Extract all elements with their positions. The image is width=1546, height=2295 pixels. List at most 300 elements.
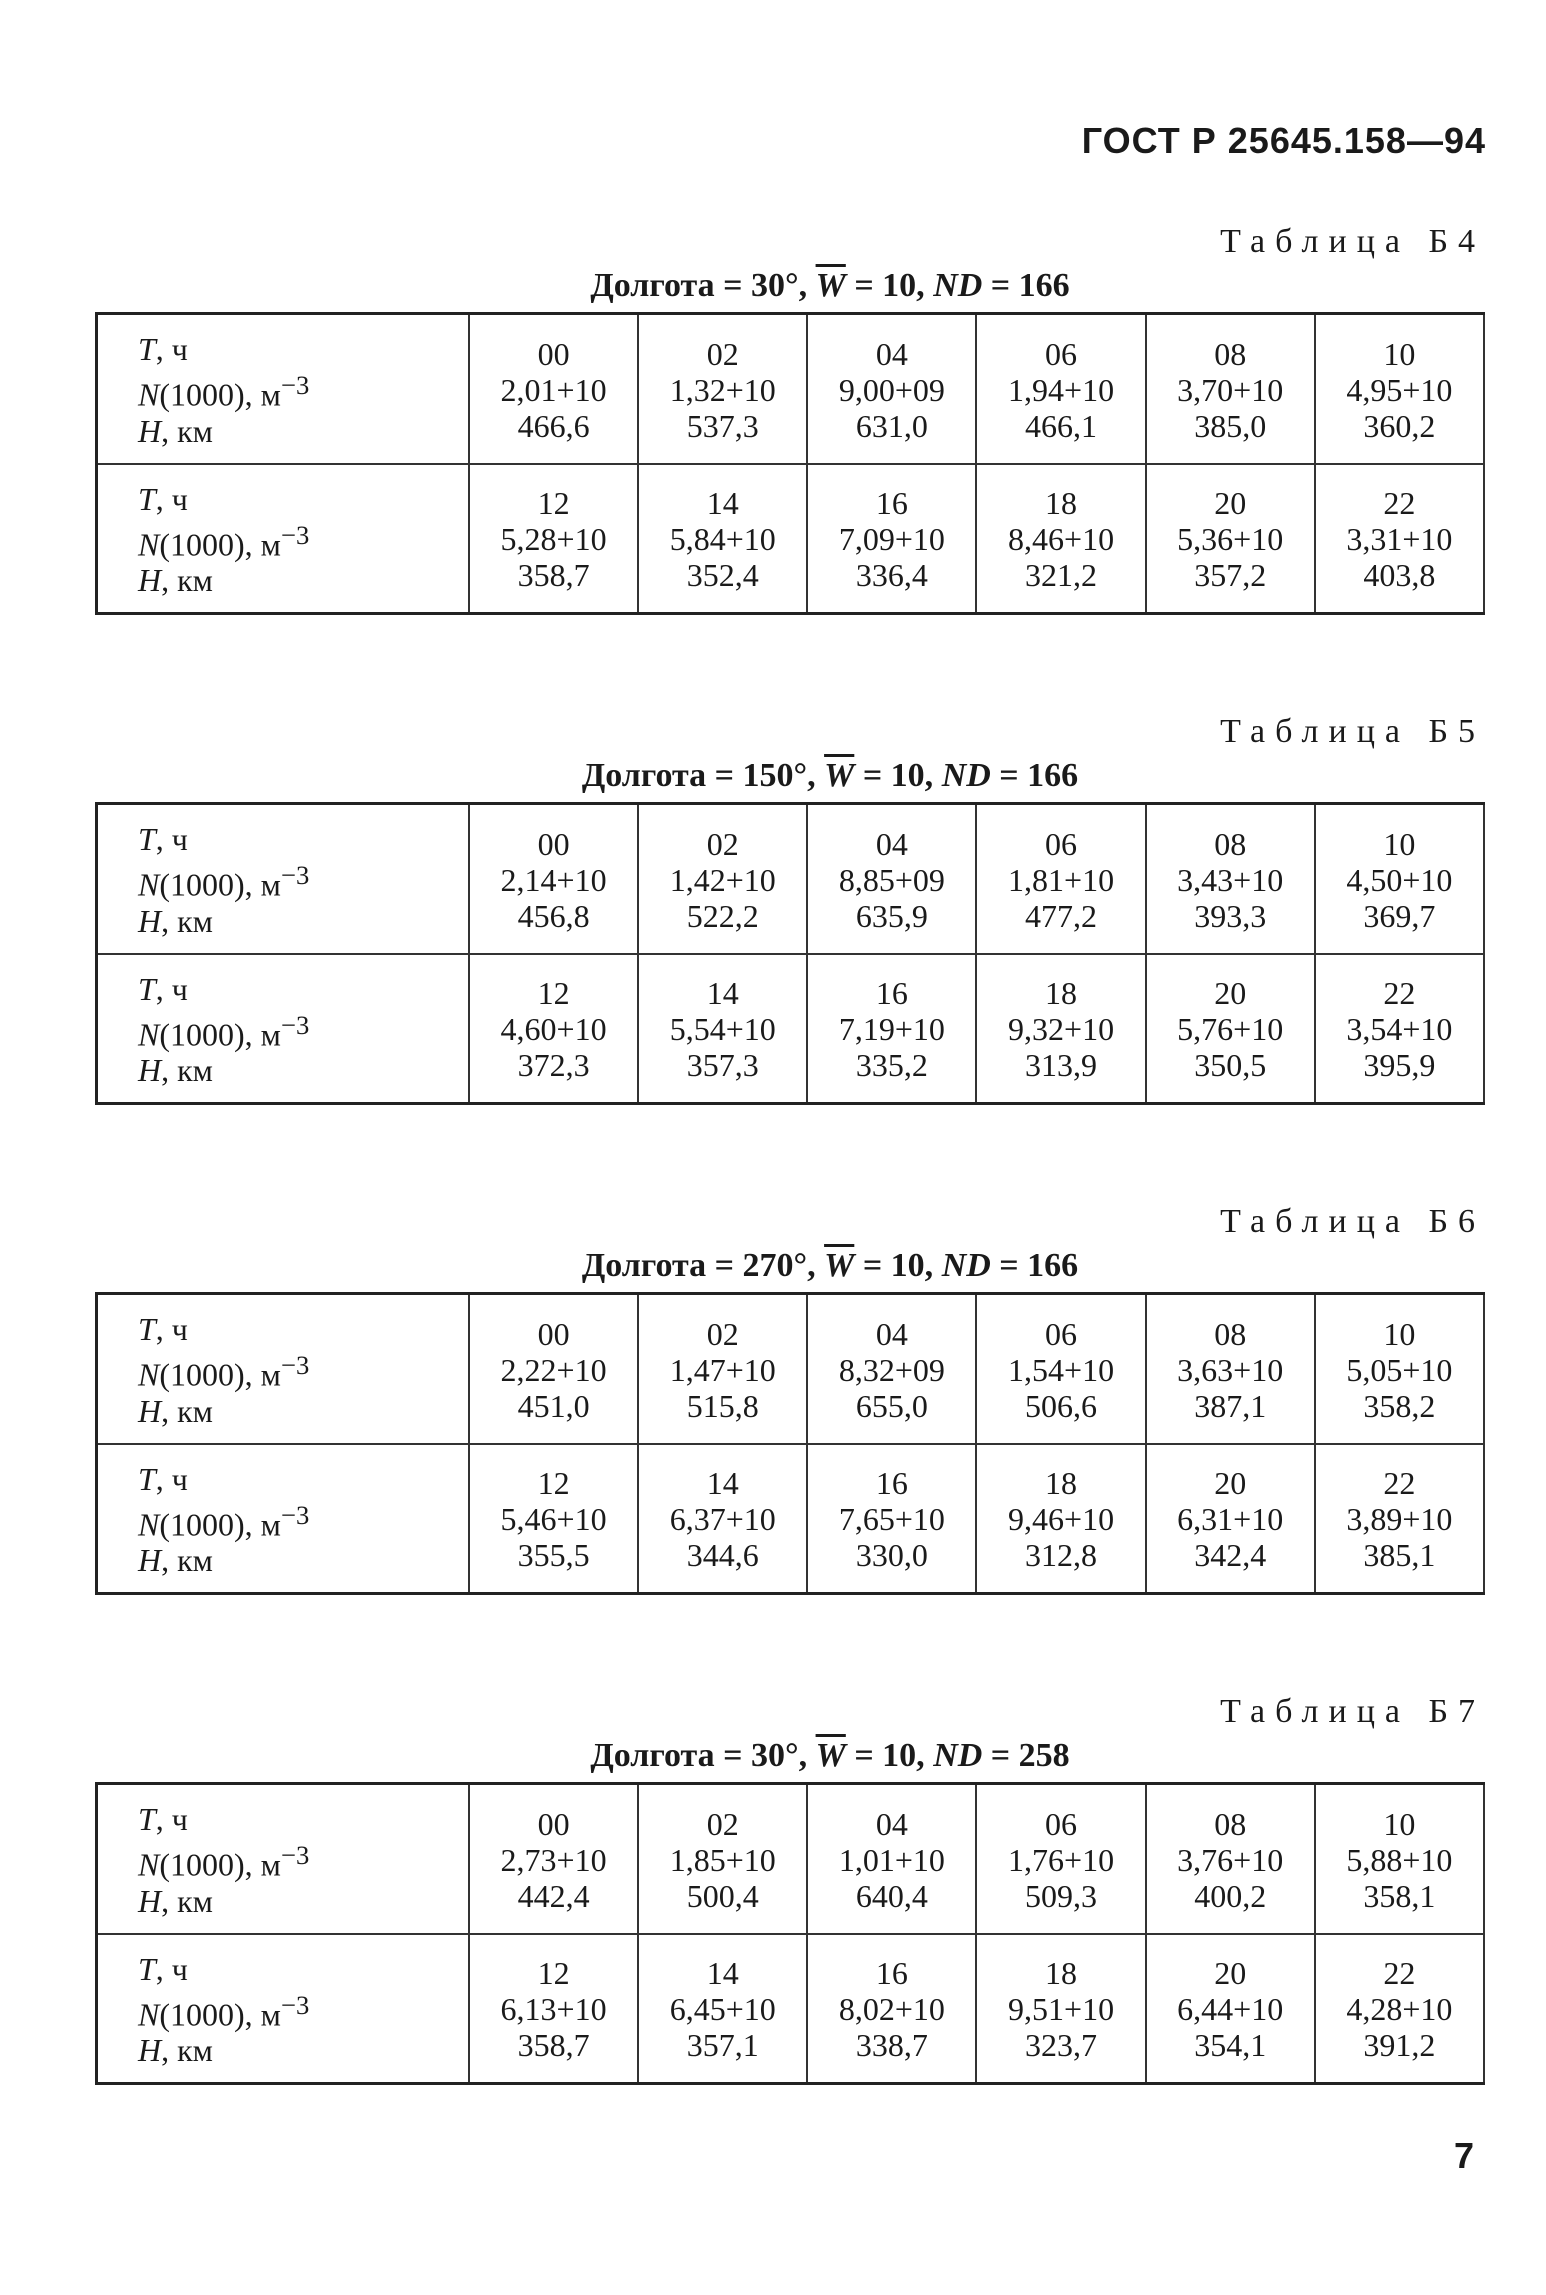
cell-value-t: 18 — [1045, 975, 1078, 1012]
h-label-unit: , км — [161, 562, 213, 599]
t-label-symbol: T — [138, 1311, 156, 1347]
table-cell — [1146, 314, 1315, 464]
table-cell — [976, 954, 1145, 1104]
cell-value-n: 4,50+10 — [1346, 861, 1453, 898]
cell-value-t: 08 — [1214, 1805, 1247, 1842]
cell-value-n: 1,42+10 — [669, 861, 776, 898]
cell-value-t: 16 — [875, 1465, 908, 1502]
cell-value-t: 22 — [1383, 1465, 1416, 1502]
row-labels — [97, 464, 470, 614]
table-block — [95, 710, 1485, 1105]
cell-value-n: 5,05+10 — [1346, 1351, 1453, 1388]
n-label-exponent: −3 — [280, 860, 310, 890]
cell-value-t: 14 — [706, 975, 739, 1012]
cell-value-n: 6,37+10 — [669, 1501, 776, 1538]
subtitle-w-value: = 10, — [845, 1737, 925, 1774]
cell-value-h: 355,5 — [517, 1537, 590, 1574]
subtitle-nd-value: = 258 — [982, 1737, 1070, 1774]
cell-value-t: 12 — [537, 975, 570, 1012]
subtitle-nd-value: = 166 — [982, 267, 1070, 304]
table-cell — [807, 464, 976, 614]
cell-value-t: 06 — [1045, 1315, 1078, 1352]
cell-value-t: 04 — [875, 1315, 908, 1352]
cell-value-t: 10 — [1383, 335, 1416, 372]
n-label-symbol: N — [138, 526, 160, 563]
cell-value-n: 5,28+10 — [500, 521, 607, 558]
table-row — [97, 1294, 1485, 1444]
table-row — [97, 954, 1485, 1104]
cell-value-h: 344,6 — [686, 1537, 759, 1574]
t-label-symbol: T — [138, 821, 156, 857]
cell-value-t: 00 — [537, 825, 570, 862]
n-label-symbol: N — [138, 1846, 160, 1883]
subtitle-longitude: Долгота = 30°, — [590, 1737, 808, 1774]
subtitle-w-symbol: $\overline{W}$ — [824, 1247, 855, 1284]
cell-value-t: 04 — [875, 335, 908, 372]
cell-value-n: 9,51+10 — [1008, 1991, 1115, 2028]
cell-value-h: 358,2 — [1363, 1387, 1436, 1424]
table-cell — [976, 1294, 1145, 1444]
table-cell — [638, 954, 807, 1104]
cell-value-h: 358,1 — [1363, 1877, 1436, 1914]
t-label-unit: , ч — [155, 1801, 188, 1837]
table-cell — [1146, 1934, 1315, 2084]
cell-value-n: 3,76+10 — [1177, 1841, 1284, 1878]
cell-value-h: 537,3 — [686, 407, 759, 444]
table-cell — [638, 1934, 807, 2084]
subtitle-w-symbol: $\overline{W}$ — [815, 267, 846, 304]
h-label-symbol: H — [138, 1052, 162, 1089]
h-label-unit: , км — [161, 1392, 213, 1429]
cell-value-h: 403,8 — [1363, 557, 1436, 594]
n-label-unit: (1000), м — [159, 1846, 281, 1883]
subtitle-nd-symbol: ND — [941, 757, 991, 794]
cell-value-n: 2,14+10 — [500, 861, 607, 898]
table-cell — [1315, 1784, 1484, 1934]
cell-value-h: 655,0 — [855, 1387, 928, 1424]
table-cell — [807, 1784, 976, 1934]
cell-value-n: 1,76+10 — [1008, 1841, 1115, 1878]
n-label-unit: (1000), м — [159, 526, 281, 563]
cell-value-t: 22 — [1383, 485, 1416, 522]
cell-value-n: 5,46+10 — [500, 1501, 607, 1538]
cell-value-h: 357,1 — [686, 2027, 759, 2064]
subtitle-nd-symbol: ND — [933, 267, 983, 304]
cell-value-h: 358,7 — [517, 557, 590, 594]
table-row — [97, 804, 1485, 954]
document-header: ГОСТ Р 25645.158—94 — [1081, 120, 1486, 161]
cell-value-n: 1,85+10 — [669, 1841, 776, 1878]
subtitle-longitude: Долгота = 30°, — [590, 267, 808, 304]
row-labels — [97, 1444, 470, 1594]
cell-value-n: 9,46+10 — [1008, 1501, 1115, 1538]
table-cell — [638, 1784, 807, 1934]
t-label-symbol: T — [138, 1801, 156, 1837]
table-cell — [1315, 1444, 1484, 1594]
cell-value-n: 4,28+10 — [1346, 1991, 1453, 2028]
cell-value-h: 385,1 — [1363, 1537, 1436, 1574]
cell-value-t: 12 — [537, 485, 570, 522]
n-label-exponent: −3 — [280, 519, 310, 550]
t-label-unit: , ч — [155, 821, 188, 857]
cell-value-n: 5,36+10 — [1177, 521, 1284, 558]
cell-value-n: 1,32+10 — [669, 371, 776, 408]
cell-value-n: 7,19+10 — [838, 1011, 945, 1048]
table-cell — [1315, 464, 1484, 614]
t-label-unit: , ч — [155, 970, 188, 1007]
h-label-symbol: H — [138, 1882, 162, 1919]
table-cell — [1146, 1784, 1315, 1934]
subtitle-w-symbol: $\overline{W}$ — [815, 1737, 846, 1774]
h-label-unit: , км — [161, 902, 213, 939]
cell-value-h: 522,2 — [686, 897, 759, 934]
cell-value-t: 20 — [1214, 485, 1247, 522]
table-cell — [1315, 954, 1484, 1104]
cell-value-h: 330,0 — [855, 1537, 928, 1574]
cell-value-t: 14 — [706, 485, 739, 522]
table-cell — [1146, 954, 1315, 1104]
h-label-unit: , км — [161, 1542, 213, 1579]
table-cell — [1315, 1934, 1484, 2084]
cell-value-h: 515,8 — [686, 1387, 759, 1424]
cell-value-t: 10 — [1383, 825, 1416, 862]
cell-value-h: 336,4 — [855, 557, 928, 594]
t-label-unit: , ч — [155, 1311, 188, 1347]
cell-value-n: 8,85+09 — [838, 861, 945, 898]
subtitle-w-value: = 10, — [854, 1247, 934, 1284]
table-cell — [469, 804, 638, 954]
cell-value-n: 3,31+10 — [1346, 521, 1453, 558]
cell-value-n: 3,63+10 — [1177, 1351, 1284, 1388]
cell-value-n: 5,76+10 — [1177, 1011, 1284, 1048]
cell-value-t: 06 — [1045, 335, 1078, 372]
table-cell — [1315, 804, 1484, 954]
table-cell — [976, 804, 1145, 954]
cell-value-n: 1,81+10 — [1008, 861, 1115, 898]
row-labels — [97, 1294, 470, 1444]
t-label-unit: , ч — [155, 480, 188, 517]
table-cell — [807, 1934, 976, 2084]
t-label-symbol: T — [138, 1950, 156, 1987]
n-label-symbol: N — [138, 866, 160, 903]
table-cell — [638, 804, 807, 954]
subtitle-nd-value: = 166 — [990, 757, 1079, 794]
row-labels — [97, 954, 470, 1104]
table-cell — [638, 1444, 807, 1594]
cell-value-h: 313,9 — [1025, 1047, 1098, 1084]
table-cell — [807, 1444, 976, 1594]
n-label-unit: (1000), м — [159, 1016, 281, 1053]
table-cell — [807, 314, 976, 464]
table-cell — [1146, 1444, 1315, 1594]
table-cell — [976, 464, 1145, 614]
cell-value-h: 335,2 — [855, 1047, 928, 1084]
table-cell — [1315, 1294, 1484, 1444]
cell-value-t: 06 — [1045, 825, 1078, 862]
cell-value-h: 506,6 — [1025, 1387, 1098, 1424]
cell-value-t: 08 — [1214, 335, 1247, 372]
h-label-symbol: H — [138, 1542, 162, 1579]
cell-value-t: 14 — [706, 1465, 739, 1502]
n-label-unit: (1000), м — [159, 1506, 281, 1543]
t-label-unit: , ч — [155, 331, 188, 367]
table-cell — [638, 464, 807, 614]
cell-value-t: 12 — [537, 1465, 570, 1502]
cell-value-h: 456,8 — [517, 897, 590, 934]
h-label-unit: , км — [161, 1882, 213, 1919]
cell-value-t: 18 — [1045, 1465, 1078, 1502]
cell-value-t: 00 — [537, 1315, 570, 1352]
cell-value-h: 500,4 — [686, 1877, 759, 1914]
cell-value-t: 04 — [875, 825, 908, 862]
cell-value-h: 509,3 — [1025, 1877, 1098, 1914]
table-row — [97, 1444, 1485, 1594]
table-cell — [469, 1294, 638, 1444]
table-block — [95, 220, 1485, 615]
cell-value-h: 393,3 — [1194, 897, 1267, 934]
cell-value-n: 1,01+10 — [838, 1841, 945, 1878]
h-label-unit: , км — [161, 1052, 213, 1089]
n-label-unit: (1000), м — [159, 376, 281, 413]
n-label-exponent: −3 — [280, 1350, 310, 1380]
cell-value-n: 8,02+10 — [838, 1991, 945, 2028]
table-block — [95, 1200, 1485, 1595]
cell-value-n: 5,88+10 — [1346, 1841, 1453, 1878]
n-label-unit: (1000), м — [159, 866, 281, 903]
cell-value-h: 387,1 — [1194, 1387, 1267, 1424]
cell-value-t: 02 — [706, 1805, 739, 1842]
cell-value-n: 7,09+10 — [838, 521, 945, 558]
table-cell — [1315, 314, 1484, 464]
cell-value-t: 14 — [706, 1955, 739, 1992]
cell-value-t: 04 — [875, 1805, 908, 1842]
h-label-unit: , км — [161, 2032, 213, 2069]
n-label-exponent: −3 — [280, 1840, 310, 1870]
t-label-unit: , ч — [155, 1460, 188, 1497]
cell-value-n: 9,00+09 — [838, 371, 945, 408]
cell-value-n: 8,46+10 — [1008, 521, 1115, 558]
cell-value-h: 321,2 — [1025, 557, 1098, 594]
cell-value-n: 5,54+10 — [669, 1011, 776, 1048]
cell-value-t: 18 — [1045, 485, 1078, 522]
table-cell — [638, 314, 807, 464]
subtitle-longitude: Долгота = 270°, — [581, 1247, 816, 1284]
cell-value-t: 00 — [537, 1805, 570, 1842]
cell-value-h: 395,9 — [1363, 1047, 1436, 1084]
table-caption: Таблица Б5 — [1220, 713, 1485, 750]
cell-value-h: 385,0 — [1194, 407, 1267, 444]
cell-value-t: 20 — [1214, 975, 1247, 1012]
cell-value-t: 16 — [875, 485, 908, 522]
cell-value-n: 9,32+10 — [1008, 1011, 1115, 1048]
cell-value-h: 342,4 — [1194, 1537, 1267, 1574]
cell-value-h: 354,1 — [1194, 2027, 1267, 2064]
table-cell — [469, 1784, 638, 1934]
row-labels — [97, 1784, 470, 1934]
cell-value-t: 20 — [1214, 1955, 1247, 1992]
cell-value-n: 2,01+10 — [500, 371, 607, 408]
n-label-exponent: −3 — [280, 1009, 310, 1040]
cell-value-n: 1,54+10 — [1008, 1351, 1115, 1388]
cell-value-h: 358,7 — [517, 2027, 590, 2064]
cell-value-n: 6,44+10 — [1177, 1991, 1284, 2028]
subtitle-w-symbol: $\overline{W}$ — [824, 757, 855, 794]
n-label-symbol: N — [138, 376, 160, 413]
table-cell — [976, 314, 1145, 464]
n-label-unit: (1000), м — [159, 1356, 281, 1393]
cell-value-t: 10 — [1383, 1805, 1416, 1842]
cell-value-n: 5,84+10 — [669, 521, 776, 558]
h-label-symbol: H — [138, 412, 162, 449]
t-label-symbol: T — [138, 1460, 156, 1497]
subtitle-w-value: = 10, — [845, 267, 925, 304]
cell-value-n: 7,65+10 — [838, 1501, 945, 1538]
data-table — [95, 1782, 1485, 2085]
table-cell — [976, 1934, 1145, 2084]
cell-value-n: 3,43+10 — [1177, 861, 1284, 898]
cell-value-h: 357,2 — [1194, 557, 1267, 594]
cell-value-h: 391,2 — [1363, 2027, 1436, 2064]
subtitle-nd-value: = 166 — [990, 1247, 1079, 1284]
cell-value-h: 631,0 — [855, 407, 928, 444]
cell-value-h: 451,0 — [517, 1387, 590, 1424]
cell-value-n: 6,13+10 — [500, 1991, 607, 2028]
table-subtitle — [175, 754, 1485, 798]
cell-value-t: 22 — [1383, 975, 1416, 1012]
h-label-unit: , км — [161, 412, 213, 449]
cell-value-t: 02 — [706, 335, 739, 372]
h-label-symbol: H — [138, 562, 162, 599]
cell-value-h: 312,8 — [1025, 1537, 1098, 1574]
n-label-symbol: N — [138, 1016, 160, 1053]
h-label-symbol: H — [138, 1392, 162, 1429]
subtitle-w-value: = 10, — [854, 757, 934, 794]
cell-value-t: 02 — [706, 1315, 739, 1352]
table-block — [95, 1690, 1485, 2085]
cell-value-n: 3,54+10 — [1346, 1011, 1453, 1048]
cell-value-t: 08 — [1214, 1315, 1247, 1352]
n-label-exponent: −3 — [280, 370, 310, 400]
table-subtitle — [175, 1734, 1485, 1778]
table-cell — [469, 314, 638, 464]
data-table — [95, 1292, 1485, 1595]
cell-value-n: 8,32+09 — [838, 1351, 945, 1388]
data-table — [95, 802, 1485, 1105]
table-subtitle — [175, 264, 1485, 308]
cell-value-n: 2,22+10 — [500, 1351, 607, 1388]
table-row — [97, 1784, 1485, 1934]
row-labels — [97, 1934, 470, 2084]
cell-value-n: 4,95+10 — [1346, 371, 1453, 408]
cell-value-h: 350,5 — [1194, 1047, 1267, 1084]
cell-value-h: 352,4 — [686, 557, 759, 594]
row-labels — [97, 804, 470, 954]
cell-value-h: 466,1 — [1025, 407, 1098, 444]
cell-value-t: 12 — [537, 1955, 570, 1992]
cell-value-n: 3,89+10 — [1346, 1501, 1453, 1538]
cell-value-h: 442,4 — [517, 1877, 590, 1914]
cell-value-h: 357,3 — [686, 1047, 759, 1084]
cell-value-h: 323,7 — [1025, 2027, 1098, 2064]
cell-value-n: 1,94+10 — [1008, 371, 1115, 408]
n-label-exponent: −3 — [280, 1989, 310, 2020]
n-label-exponent: −3 — [280, 1499, 310, 1530]
cell-value-t: 16 — [875, 1955, 908, 1992]
table-cell — [1146, 1294, 1315, 1444]
cell-value-t: 06 — [1045, 1805, 1078, 1842]
t-label-symbol: T — [138, 480, 156, 517]
table-cell — [807, 804, 976, 954]
subtitle-nd-symbol: ND — [933, 1737, 983, 1774]
cell-value-t: 20 — [1214, 1465, 1247, 1502]
cell-value-t: 22 — [1383, 1955, 1416, 1992]
table-row — [97, 314, 1485, 464]
cell-value-n: 6,45+10 — [669, 1991, 776, 2028]
row-labels — [97, 314, 470, 464]
table-cell — [469, 1444, 638, 1594]
table-cell — [1146, 804, 1315, 954]
cell-value-h: 640,4 — [855, 1877, 928, 1914]
table-cell — [469, 1934, 638, 2084]
table-caption: Таблица Б6 — [1220, 1203, 1485, 1240]
cell-value-n: 4,60+10 — [500, 1011, 607, 1048]
h-label-symbol: H — [138, 2032, 162, 2069]
cell-value-t: 08 — [1214, 825, 1247, 862]
cell-value-n: 6,31+10 — [1177, 1501, 1284, 1538]
t-label-unit: , ч — [155, 1950, 188, 1987]
cell-value-h: 369,7 — [1363, 897, 1436, 934]
table-cell — [976, 1444, 1145, 1594]
cell-value-t: 02 — [706, 825, 739, 862]
t-label-symbol: T — [138, 970, 156, 1007]
table-cell — [976, 1784, 1145, 1934]
data-table — [95, 312, 1485, 615]
cell-value-n: 3,70+10 — [1177, 371, 1284, 408]
h-label-symbol: H — [138, 902, 162, 939]
cell-value-h: 338,7 — [855, 2027, 928, 2064]
n-label-symbol: N — [138, 1996, 160, 2033]
cell-value-n: 1,47+10 — [669, 1351, 776, 1388]
cell-value-h: 400,2 — [1194, 1877, 1267, 1914]
cell-value-h: 360,2 — [1363, 407, 1436, 444]
cell-value-h: 477,2 — [1025, 897, 1098, 934]
table-cell — [807, 1294, 976, 1444]
subtitle-nd-symbol: ND — [941, 1247, 991, 1284]
cell-value-h: 372,3 — [517, 1047, 590, 1084]
table-cell — [807, 954, 976, 1104]
cell-value-n: 2,73+10 — [500, 1841, 607, 1878]
table-row — [97, 1934, 1485, 2084]
table-cell — [469, 954, 638, 1104]
cell-value-t: 10 — [1383, 1315, 1416, 1352]
table-cell — [1146, 464, 1315, 614]
cell-value-t: 18 — [1045, 1955, 1078, 1992]
cell-value-h: 466,6 — [517, 407, 590, 444]
table-caption: Таблица Б7 — [1220, 1693, 1485, 1730]
table-caption: Таблица Б4 — [1220, 223, 1485, 260]
t-label-symbol: T — [138, 331, 156, 367]
table-row — [97, 464, 1485, 614]
table-cell — [638, 1294, 807, 1444]
cell-value-t: 16 — [875, 975, 908, 1012]
cell-value-t: 00 — [537, 335, 570, 372]
cell-value-h: 635,9 — [855, 897, 928, 934]
table-subtitle — [175, 1244, 1485, 1288]
table-cell — [469, 464, 638, 614]
n-label-unit: (1000), м — [159, 1996, 281, 2033]
n-label-symbol: N — [138, 1356, 160, 1393]
subtitle-longitude: Долгота = 150°, — [581, 757, 816, 794]
